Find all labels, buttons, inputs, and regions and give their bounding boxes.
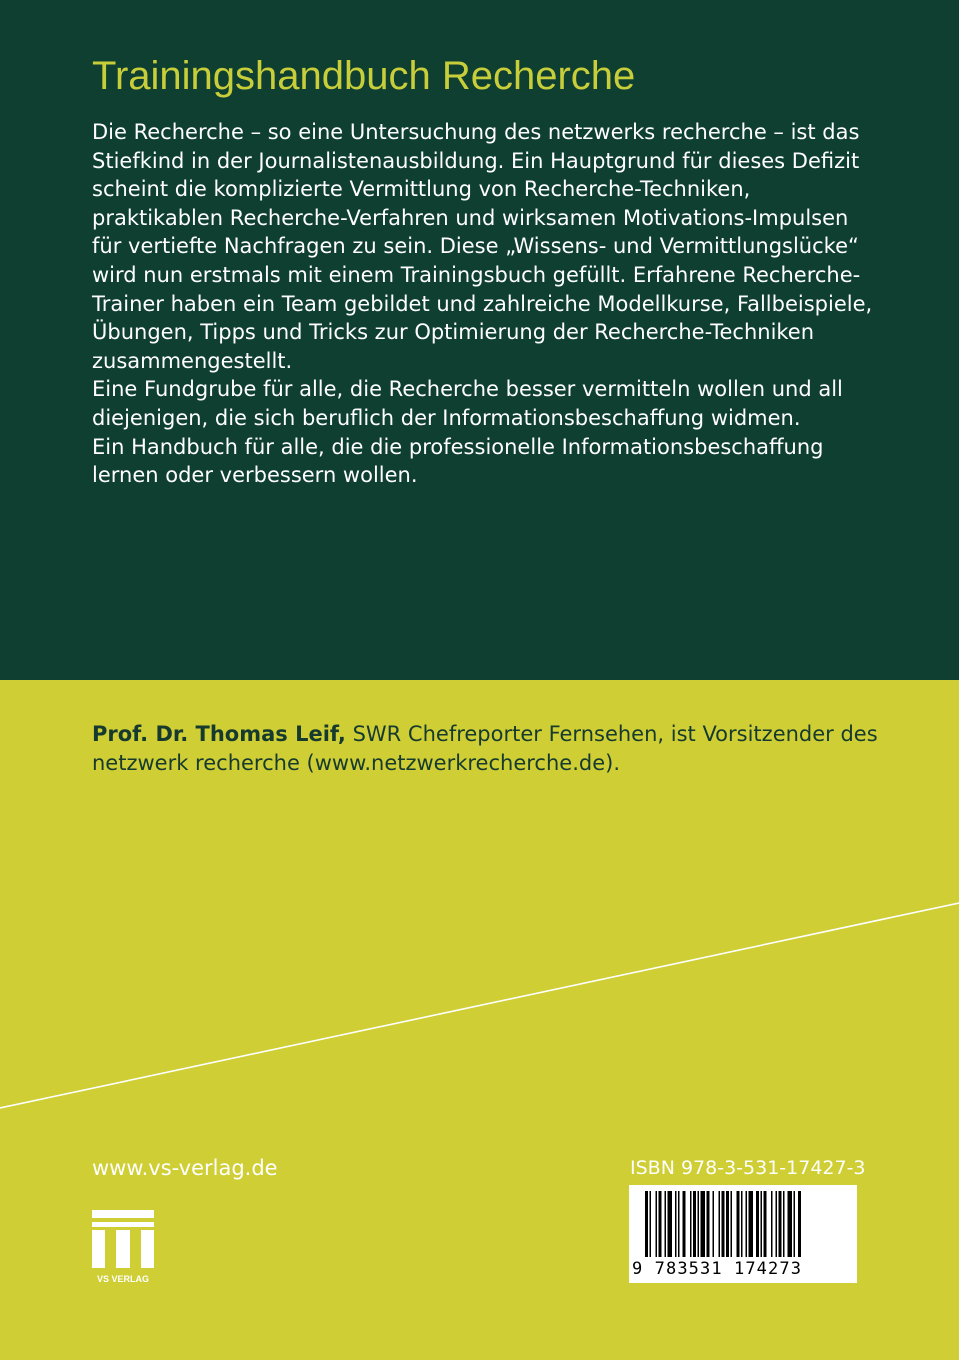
publisher-website: www.vs-verlag.de — [92, 1156, 278, 1180]
barcode-bar — [726, 1191, 729, 1257]
barcode-bar — [701, 1191, 706, 1257]
barcode-bar — [731, 1191, 733, 1257]
barcode-bar — [656, 1191, 658, 1257]
barcode-bar — [779, 1191, 782, 1257]
barcode-bar — [771, 1191, 773, 1257]
barcode-bar — [776, 1191, 778, 1257]
author-bio: SWR Chefreporter Fernsehen, ist Vorsitzender des netzwerk recherche (www.netzwerkrecherche.de). — [92, 722, 878, 775]
blurb-paragraph: Eine Fundgrube für alle, die Recherche besser vermitteln wollen und all diejenigen, die sich beruflich der Informationsbeschaffung widmen. — [92, 377, 843, 430]
vs-verlag-logo-icon — [92, 1208, 154, 1284]
barcode-digits: 9 783531 174273 — [632, 1259, 803, 1279]
barcode-bar — [788, 1191, 793, 1257]
barcode-bar — [719, 1191, 721, 1257]
book-title: Trainingshandbuch Recherche — [92, 54, 636, 98]
author-name: Prof. Dr. Thomas Leif, — [92, 722, 346, 746]
barcode-bar — [659, 1191, 662, 1257]
barcode-bar — [794, 1191, 796, 1257]
barcode-bar — [707, 1191, 710, 1257]
barcode-bar — [737, 1191, 740, 1257]
blurb-paragraph: Die Recherche – so eine Untersuchung des netzwerks recherche – ist das Stiefkind in der Journalistenausbildung. Ein Hauptgrund für dieses Defizit scheint die komplizierte Vermittlung von Recherche-Techniken, praktikablen Recherche-Verfahren und wirksamen Motivations-Impulsen für vertiefte Nachfragen zu sein. Diese „Wissens- und Vermittlungslücke“ wird nun erstmals mit einem Trainingsbuch gefüllt. Erfahrene Recherche-Trainer haben ein Team gebildet und zahlreiche Modellkurse, Fallbeispiele, Übungen, Tipps und Tricks zur Optimierung der Recherche-Techniken zusammengestellt. — [92, 120, 873, 373]
barcode-bar — [783, 1191, 785, 1257]
isbn-label: ISBN 978-3-531-17427-3 — [630, 1157, 866, 1179]
barcode-bar — [665, 1191, 667, 1257]
barcode-bar — [683, 1191, 686, 1257]
blurb-paragraph: Ein Handbuch für alle, die die professionelle Informationsbeschaffung lernen oder verbessern wollen. — [92, 434, 824, 488]
logo-text: VS VERLAG — [96, 1274, 150, 1284]
barcode-bar — [675, 1191, 677, 1257]
barcode-bar — [690, 1191, 692, 1257]
barcode-bar — [756, 1191, 759, 1257]
barcode-bar — [693, 1191, 696, 1257]
barcode-bar — [722, 1191, 725, 1257]
barcode-bar — [798, 1191, 801, 1257]
barcode-bar — [645, 1191, 648, 1257]
barcode-bar — [741, 1191, 743, 1257]
barcode-bar — [713, 1191, 715, 1257]
barcode-bar — [650, 1191, 652, 1257]
barcode — [629, 1185, 857, 1283]
barcode-bar — [698, 1191, 700, 1257]
barcode-bar — [678, 1191, 680, 1257]
barcode-bar — [746, 1191, 748, 1257]
barcode-bar — [668, 1191, 673, 1257]
barcode-bar — [761, 1191, 763, 1257]
barcode-bar — [749, 1191, 754, 1257]
barcode-bar — [764, 1191, 767, 1257]
